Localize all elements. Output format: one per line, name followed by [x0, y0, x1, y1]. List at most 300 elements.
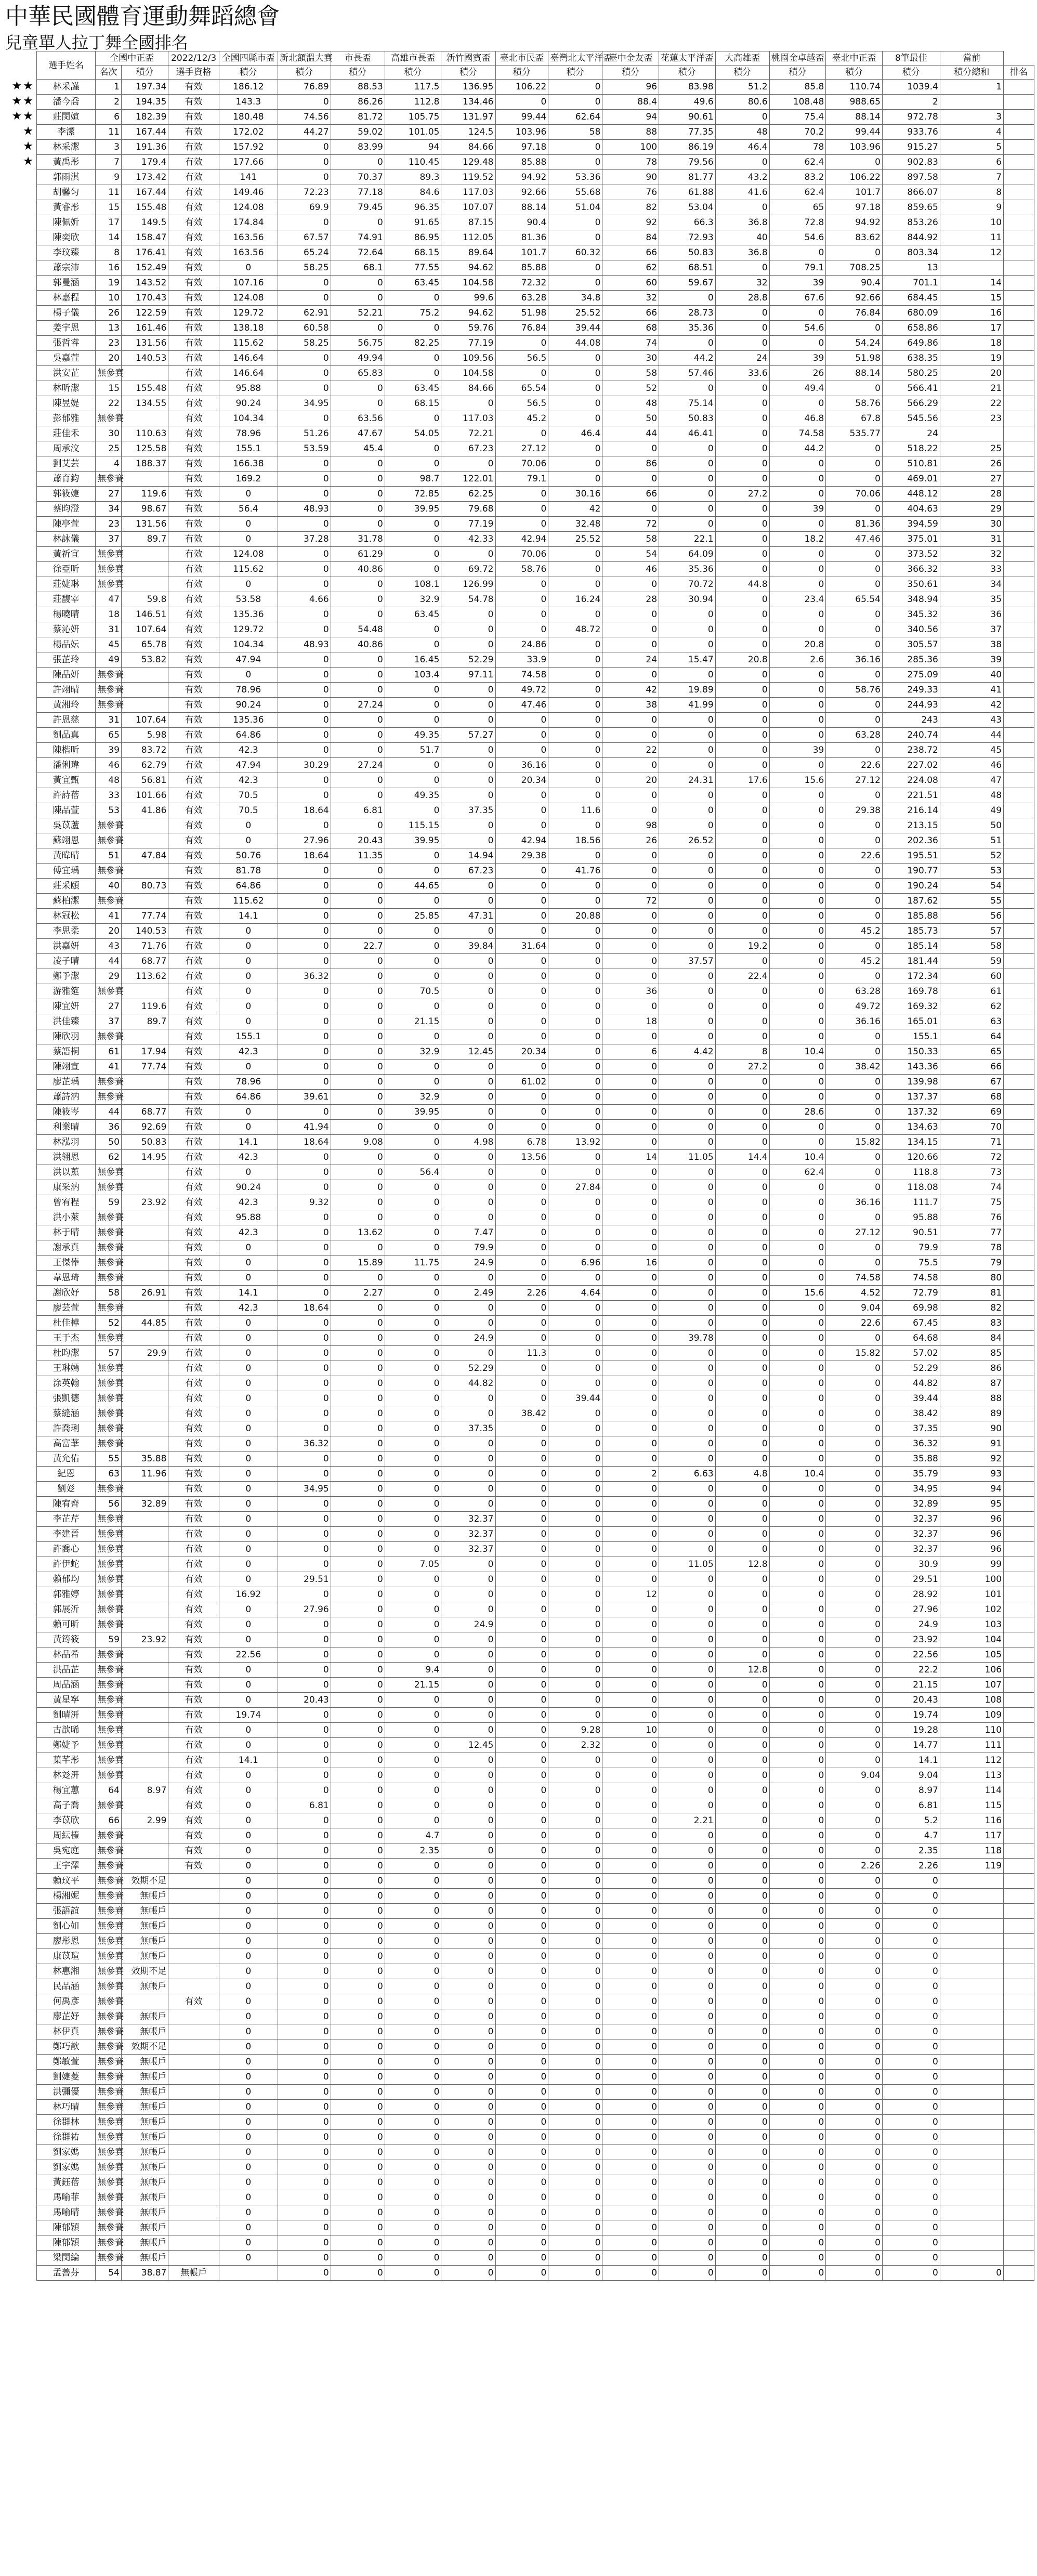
zhongzheng-rank: 無參賽 — [96, 1421, 122, 1436]
best-8-total: 92 — [940, 1452, 1003, 1467]
competition-points: 90 — [602, 170, 659, 185]
competition-points: 0 — [278, 155, 331, 170]
competition-points: 0 — [715, 2205, 769, 2220]
zhongzheng-rank: 無參賽 — [96, 1979, 122, 1994]
competition-points: 0 — [495, 1120, 548, 1135]
competition-points: 120.66 — [882, 1150, 940, 1165]
zhongzheng-rank: 無參賽 — [96, 547, 122, 562]
table-row — [37, 2160, 1034, 2175]
eligibility-status: 14.1 — [219, 909, 278, 924]
player-name: 林采謹 — [37, 80, 96, 95]
competition-points: 0 — [495, 1919, 548, 1934]
competition-points: 0 — [331, 683, 385, 698]
competition-points: 0 — [715, 562, 769, 577]
competition-points: 0 — [715, 1753, 769, 1768]
competition-points: 95.88 — [882, 1210, 940, 1225]
current-rank — [1004, 366, 1034, 381]
competition-points: 0 — [548, 155, 602, 170]
best-8-total: 75 — [940, 1195, 1003, 1210]
competition-points: 0 — [441, 984, 495, 999]
competition-points: 68.15 — [385, 245, 441, 260]
competition-points: 54.05 — [385, 426, 441, 441]
current-rank — [1004, 1436, 1034, 1452]
competition-points: 0 — [278, 1406, 331, 1421]
current-rank — [1004, 2205, 1034, 2220]
table-row — [37, 1632, 1034, 1647]
eligibility: 有效 — [168, 426, 219, 441]
competition-points: 0 — [548, 758, 602, 773]
competition-points: 169.32 — [882, 999, 940, 1014]
eligibility-status: 0 — [219, 1331, 278, 1346]
eligibility-status: 42.3 — [219, 1195, 278, 1210]
competition-points: 118.08 — [882, 1180, 940, 1195]
zhongzheng-points — [121, 1708, 168, 1723]
eligibility: 有效 — [168, 1647, 219, 1663]
competition-points: 0 — [602, 1768, 659, 1783]
competition-points: 62.91 — [278, 306, 331, 321]
best-8-total: 64 — [940, 1029, 1003, 1044]
competition-points: 32.9 — [385, 1044, 441, 1060]
eligibility-status: 0 — [219, 2009, 278, 2024]
header-sub: 積分 — [331, 66, 385, 80]
competition-points: 0 — [278, 1859, 331, 1874]
zhongzheng-points — [121, 894, 168, 909]
eligibility: 有效 — [168, 999, 219, 1014]
competition-points: 32.37 — [882, 1542, 940, 1557]
competition-points: 0 — [495, 1904, 548, 1919]
eligibility-status: 0 — [219, 1632, 278, 1647]
current-rank — [1004, 879, 1034, 894]
competition-points: 0 — [715, 260, 769, 276]
eligibility: 有效 — [168, 924, 219, 939]
competition-points: 84 — [602, 230, 659, 245]
eligibility: 有效 — [168, 306, 219, 321]
competition-points: 0 — [385, 517, 441, 532]
player-name: 黃筠筱 — [37, 1632, 96, 1647]
best-8-total: 77 — [940, 1225, 1003, 1240]
competition-points: 0 — [278, 1542, 331, 1557]
eligibility: 有效 — [168, 1240, 219, 1256]
competition-points: 0 — [659, 291, 716, 306]
competition-points: 21.15 — [385, 1014, 441, 1029]
competition-points: 0 — [769, 1753, 826, 1768]
zhongzheng-points: 113.62 — [121, 969, 168, 984]
competition-points: 0 — [715, 1859, 769, 1874]
competition-points: 0 — [385, 1964, 441, 1979]
competition-points: 0 — [602, 1979, 659, 1994]
competition-points: 0 — [385, 1813, 441, 1828]
player-name: 劉心如 — [37, 1919, 96, 1934]
zhongzheng-rank: 26 — [96, 306, 122, 321]
header-sub: 積分總和 — [940, 66, 1003, 80]
competition-points: 0 — [441, 2100, 495, 2115]
player-name: 民品涵 — [37, 1979, 96, 1994]
table-row — [37, 1271, 1034, 1286]
eligibility-status: 146.64 — [219, 366, 278, 381]
competition-points: 0 — [441, 1602, 495, 1617]
eligibility-status: 78.96 — [219, 426, 278, 441]
competition-points: 22.56 — [882, 1647, 940, 1663]
best-8-total: 36 — [940, 607, 1003, 622]
competition-points: 0 — [495, 728, 548, 743]
eligibility-status: 42.3 — [219, 1301, 278, 1316]
competition-points: 63.28 — [495, 291, 548, 306]
eligibility: 有效 — [168, 1678, 219, 1693]
competition-points: 0 — [826, 2055, 883, 2070]
competition-points: 0 — [385, 291, 441, 306]
competition-points: 0 — [715, 1286, 769, 1301]
competition-points: 10.4 — [769, 1150, 826, 1165]
competition-points: 75.14 — [659, 396, 716, 411]
best-8-total: 12 — [940, 245, 1003, 260]
competition-points: 2.26 — [882, 1859, 940, 1874]
competition-points: 0 — [548, 2009, 602, 2024]
competition-points: 22 — [602, 743, 659, 758]
star-icon: ★★ — [11, 80, 34, 93]
eligibility-status: 186.12 — [219, 80, 278, 95]
current-rank — [1004, 321, 1034, 336]
current-rank — [1004, 1753, 1034, 1768]
zhongzheng-points: 無帳戶 — [121, 1904, 168, 1919]
current-rank — [1004, 1798, 1034, 1813]
best-8-total: 10 — [940, 215, 1003, 230]
current-rank — [1004, 291, 1034, 306]
competition-points: 0 — [278, 577, 331, 592]
current-rank — [1004, 713, 1034, 728]
player-name: 李建晉 — [37, 1527, 96, 1542]
eligibility-status: 0 — [219, 984, 278, 999]
zhongzheng-points: 146.51 — [121, 607, 168, 622]
zhongzheng-rank: 無參賽 — [96, 1738, 122, 1753]
eligibility-status: 0 — [219, 2070, 278, 2085]
table-row — [37, 411, 1034, 426]
competition-points: 0 — [548, 260, 602, 276]
best-8-total — [940, 2220, 1003, 2235]
eligibility: 有效 — [168, 200, 219, 215]
competition-points: 58.76 — [826, 683, 883, 698]
competition-points: 0 — [602, 1964, 659, 1979]
eligibility-status: 166.38 — [219, 456, 278, 472]
current-rank — [1004, 185, 1034, 200]
best-8-total: 74 — [940, 1180, 1003, 1195]
player-name: 洪彌優 — [37, 2085, 96, 2100]
competition-points: 0 — [659, 1768, 716, 1783]
competition-points: 0 — [385, 1934, 441, 1949]
competition-points: 97.18 — [826, 200, 883, 215]
eligibility: 有效 — [168, 245, 219, 260]
competition-points: 98.7 — [385, 472, 441, 487]
competition-points: 65.24 — [278, 245, 331, 260]
competition-points: 0 — [331, 2100, 385, 2115]
zhongzheng-points: 44.85 — [121, 1316, 168, 1331]
current-rank — [1004, 2251, 1034, 2266]
player-name: 潘俐瑋 — [37, 758, 96, 773]
current-rank — [1004, 2175, 1034, 2190]
current-rank — [1004, 728, 1034, 743]
competition-points: 0 — [769, 1256, 826, 1271]
current-rank — [1004, 2115, 1034, 2130]
competition-points: 79.9 — [441, 1240, 495, 1256]
competition-points: 54.24 — [826, 336, 883, 351]
zhongzheng-points: 35.88 — [121, 1452, 168, 1467]
competition-points: 59.76 — [441, 321, 495, 336]
zhongzheng-points: 無帳戶 — [121, 2160, 168, 2175]
eligibility-status: 0 — [219, 1165, 278, 1180]
competition-points: 0 — [495, 2024, 548, 2039]
competition-points: 0 — [602, 1542, 659, 1557]
zhongzheng-points: 125.58 — [121, 441, 168, 456]
current-rank — [1004, 1105, 1034, 1120]
competition-points: 72.23 — [278, 185, 331, 200]
current-rank — [1004, 2266, 1034, 2281]
competition-points: 0 — [769, 2085, 826, 2100]
competition-points: 0 — [826, 833, 883, 848]
competition-points: 46.4 — [548, 426, 602, 441]
player-name: 洪翎恩 — [37, 1150, 96, 1165]
competition-points: 0 — [826, 864, 883, 879]
competition-points: 0 — [659, 2024, 716, 2039]
competition-points: 66 — [602, 245, 659, 260]
competition-points: 187.62 — [882, 894, 940, 909]
zhongzheng-points — [121, 1029, 168, 1044]
competition-points: 0 — [441, 2055, 495, 2070]
table-row — [37, 1421, 1034, 1436]
competition-points: 0 — [602, 1346, 659, 1361]
zhongzheng-rank: 58 — [96, 1286, 122, 1301]
zhongzheng-points — [121, 1994, 168, 2009]
competition-points: 0 — [602, 939, 659, 954]
competition-points: 0 — [769, 1376, 826, 1391]
competition-points: 0 — [495, 1452, 548, 1467]
competition-points: 67.8 — [826, 411, 883, 426]
competition-points: 0 — [659, 1316, 716, 1331]
competition-points: 6.81 — [278, 1798, 331, 1813]
competition-points: 42 — [548, 502, 602, 517]
competition-points: 0 — [659, 1060, 716, 1075]
competition-points: 0 — [278, 411, 331, 426]
competition-points: 0 — [769, 954, 826, 969]
table-row — [37, 562, 1034, 577]
competition-points: 0 — [659, 1919, 716, 1934]
competition-points: 0 — [331, 1482, 385, 1497]
competition-points: 0 — [278, 1240, 331, 1256]
competition-points: 0 — [659, 1647, 716, 1663]
competition-points: 0 — [385, 1723, 441, 1738]
competition-points: 0 — [659, 818, 716, 833]
competition-points: 44.82 — [882, 1376, 940, 1391]
header-row-1 — [37, 51, 1034, 66]
best-8-total: 106 — [940, 1663, 1003, 1678]
current-rank — [1004, 1632, 1034, 1647]
competition-points: 104.58 — [441, 366, 495, 381]
competition-points: 27.84 — [548, 1180, 602, 1195]
competition-points: 0 — [659, 1949, 716, 1964]
competition-points: 0 — [602, 1090, 659, 1105]
current-rank — [1004, 1271, 1034, 1286]
competition-points: 0 — [495, 366, 548, 381]
eligibility: 有效 — [168, 532, 219, 547]
table-row — [37, 637, 1034, 652]
star-icon: ★ — [23, 155, 34, 168]
competition-points: 74.91 — [331, 230, 385, 245]
table-row — [37, 728, 1034, 743]
competition-points: 0 — [548, 1421, 602, 1436]
competition-points: 150.33 — [882, 1044, 940, 1060]
best-8-total: 69 — [940, 1105, 1003, 1120]
best-8-total: 95 — [940, 1497, 1003, 1512]
zhongzheng-rank: 無參賽 — [96, 698, 122, 713]
header-sub: 積分 — [441, 66, 495, 80]
competition-points: 0 — [826, 1663, 883, 1678]
competition-points: 94.92 — [495, 170, 548, 185]
best-8-total: 44 — [940, 728, 1003, 743]
table-row — [37, 155, 1034, 170]
competition-points: 0 — [331, 2266, 385, 2281]
competition-points: 134.15 — [882, 1135, 940, 1150]
competition-points: 0 — [715, 999, 769, 1014]
competition-points: 0 — [602, 1678, 659, 1693]
competition-points: 0 — [441, 879, 495, 894]
header-player-name: 選手姓名 — [37, 51, 96, 80]
zhongzheng-rank: 55 — [96, 1452, 122, 1467]
competition-points: 844.92 — [882, 230, 940, 245]
competition-points: 80.6 — [715, 95, 769, 110]
competition-points: 0 — [548, 1919, 602, 1934]
competition-points: 0 — [441, 2115, 495, 2130]
competition-points: 0 — [826, 2160, 883, 2175]
competition-points: 36.32 — [278, 969, 331, 984]
competition-points: 0 — [826, 1964, 883, 1979]
competition-points: 24 — [602, 652, 659, 668]
player-name: 高富華 — [37, 1436, 96, 1452]
zhongzheng-rank: 無參賽 — [96, 1075, 122, 1090]
competition-points: 44.08 — [548, 336, 602, 351]
eligibility: 有效 — [168, 1150, 219, 1165]
eligibility-status: 124.08 — [219, 291, 278, 306]
competition-points: 0 — [602, 1029, 659, 1044]
competition-points: 0 — [331, 291, 385, 306]
player-name: 葉芊彤 — [37, 1753, 96, 1768]
best-8-total: 65 — [940, 1044, 1003, 1060]
competition-points: 0 — [548, 984, 602, 999]
best-8-total: 108 — [940, 1693, 1003, 1708]
competition-points: 70.2 — [769, 125, 826, 140]
competition-points: 0 — [659, 1964, 716, 1979]
competition-points: 67.6 — [769, 291, 826, 306]
zhongzheng-rank: 無參賽 — [96, 1693, 122, 1708]
competition-points: 0 — [715, 1075, 769, 1090]
zhongzheng-points: 17.94 — [121, 1044, 168, 1060]
competition-points: 0 — [495, 2039, 548, 2055]
zhongzheng-rank: 無參賽 — [96, 2085, 122, 2100]
competition-points: 0 — [495, 1617, 548, 1632]
competition-points: 119.52 — [441, 170, 495, 185]
competition-points: 0 — [331, 1029, 385, 1044]
competition-points: 2.49 — [441, 1286, 495, 1301]
competition-points: 0 — [441, 788, 495, 803]
eligibility: 有效 — [168, 1572, 219, 1587]
competition-points: 0 — [331, 1120, 385, 1135]
competition-points: 65 — [769, 200, 826, 215]
competition-points: 0 — [331, 1436, 385, 1452]
zhongzheng-points: 83.72 — [121, 743, 168, 758]
competition-points: 0 — [441, 1994, 495, 2009]
competition-points: 0 — [495, 1587, 548, 1602]
zhongzheng-points: 32.89 — [121, 1497, 168, 1512]
eligibility-status: 0 — [219, 924, 278, 939]
competition-points: 0 — [715, 1512, 769, 1527]
zhongzheng-points: 14.95 — [121, 1150, 168, 1165]
competition-points: 0 — [441, 1693, 495, 1708]
best-8-total: 86 — [940, 1361, 1003, 1376]
competition-points: 27.24 — [331, 758, 385, 773]
competition-points: 0 — [495, 1482, 548, 1497]
current-rank — [1004, 1542, 1034, 1557]
competition-points: 0 — [331, 818, 385, 833]
header-competition: 高雄市長盃 — [385, 51, 441, 66]
best-8-total: 52 — [940, 848, 1003, 864]
competition-points: 0 — [769, 1783, 826, 1798]
competition-points: 0 — [331, 1014, 385, 1029]
competition-points: 58 — [602, 366, 659, 381]
best-8-total: 93 — [940, 1467, 1003, 1482]
competition-points: 82 — [602, 200, 659, 215]
competition-points: 0 — [495, 1467, 548, 1482]
current-rank — [1004, 698, 1034, 713]
competition-points: 0 — [385, 1271, 441, 1286]
player-name: 許恩慈 — [37, 713, 96, 728]
competition-points: 0 — [826, 1452, 883, 1467]
competition-points: 0 — [882, 2220, 940, 2235]
competition-points: 0 — [331, 1708, 385, 1723]
competition-points: 0 — [826, 1361, 883, 1376]
table-row — [37, 200, 1034, 215]
eligibility-status: 0 — [219, 1014, 278, 1029]
competition-points: 122.01 — [441, 472, 495, 487]
competition-points: 0 — [602, 2251, 659, 2266]
competition-points: 103.96 — [826, 140, 883, 155]
competition-points: 0 — [548, 1693, 602, 1708]
competition-points: 0 — [715, 683, 769, 698]
competition-points: 0 — [826, 2235, 883, 2251]
eligibility-status: 0 — [219, 1572, 278, 1587]
current-rank — [1004, 351, 1034, 366]
header-competition: 市長盃 — [331, 51, 385, 66]
competition-points: 0 — [769, 2055, 826, 2070]
eligibility-status: 0 — [219, 1120, 278, 1135]
competition-points: 0 — [441, 1391, 495, 1406]
table-row — [37, 1813, 1034, 1828]
eligibility-status: 0 — [219, 1602, 278, 1617]
competition-points: 41.94 — [278, 1120, 331, 1135]
competition-points: 0 — [769, 607, 826, 622]
eligibility-status: 0 — [219, 1542, 278, 1557]
competition-points: 0 — [278, 2024, 331, 2039]
table-row — [37, 2055, 1034, 2070]
competition-points: 0 — [385, 1406, 441, 1421]
competition-points: 0 — [548, 1843, 602, 1859]
current-rank — [1004, 1467, 1034, 1482]
competition-points: 0 — [278, 2251, 331, 2266]
eligibility-status: 90.24 — [219, 396, 278, 411]
competition-points: 0 — [548, 2266, 602, 2281]
competition-points: 0 — [769, 577, 826, 592]
competition-points: 0 — [659, 2175, 716, 2190]
zhongzheng-points: 176.41 — [121, 245, 168, 260]
competition-points: 0 — [495, 502, 548, 517]
eligibility-status: 0 — [219, 833, 278, 848]
competition-points: 0 — [548, 728, 602, 743]
